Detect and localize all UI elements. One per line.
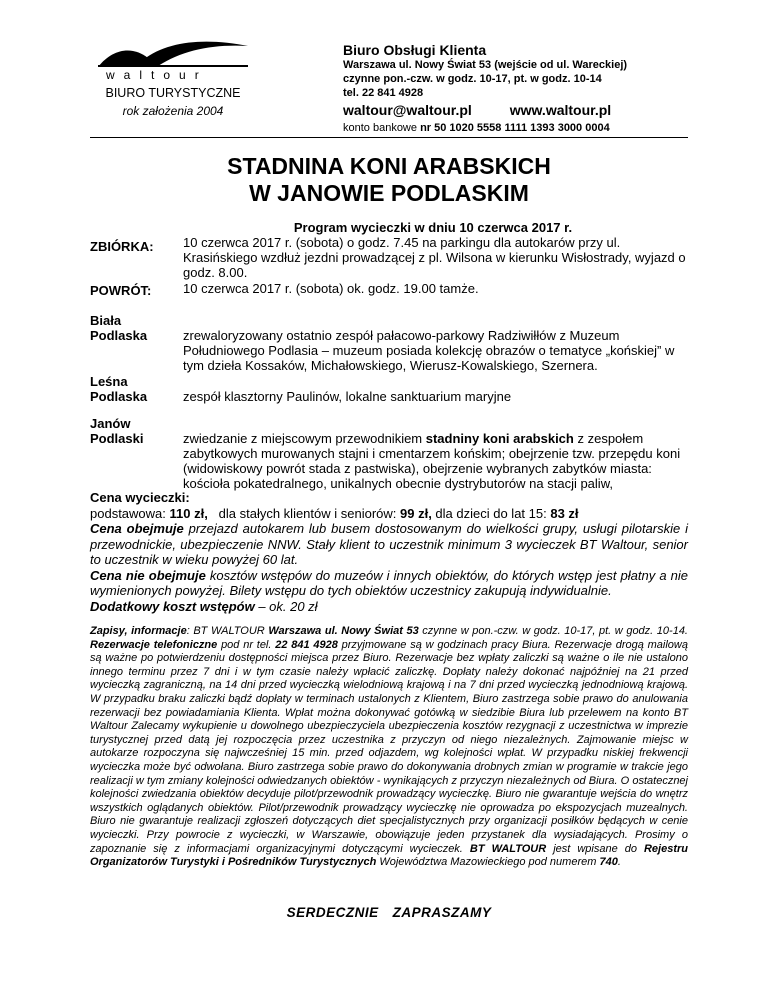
price-regular-value: 99 zł, (400, 505, 432, 521)
booking-part: Warszawa ul. Nowy Świat 53 (268, 625, 419, 637)
excludes-text: kosztów wstępów do muzeów i innych obiektów, do których wstęp jest płatny a nie wymienionych powyżej. Bilety wstępu do tych obiektów uczestnicy zakupują indywidualnie. (90, 567, 688, 598)
price-line (90, 506, 688, 522)
powrot-text: 10 czerwca 2017 r. (sobota) ok. godz. 19.00 tamże. (183, 281, 479, 296)
place-label-line: Podlaska (90, 389, 148, 404)
janow-text-c: z zespołem zabytkowych murowanych stajni i cmentarzem końskim; obejrzenie tzw. przepędu koni (widowiskowy powrót stada z pastwiska), obejrzenie wybranych zabytków miasta: kościoła pokatedralnego, unikalnych obecnie dystrybutorów na stacji paliw, (183, 431, 681, 491)
booking-part: BT WALTOUR (469, 842, 547, 855)
logo-brand-text: waltour (106, 68, 208, 82)
office-address: Warszawa ul. Nowy Świat 53 (wejście od ul. Wareckiej) (343, 59, 628, 71)
booking-part: : BT WALTOUR (186, 625, 269, 637)
price-heading: Cena wycieczki: (90, 490, 190, 505)
booking-part: Rejestru Organizatorów Turystyki i Pośredników Turystycznych (90, 842, 688, 869)
bank-number: nr 50 1020 5558 1111 1393 3000 0004 (420, 122, 610, 134)
price-extra (90, 599, 688, 615)
email-link[interactable]: waltour@waltour.pl (343, 102, 472, 118)
place-label-line: Leśna (90, 374, 128, 389)
page-title (90, 153, 688, 207)
title-line-1: STADNINA KONI ARABSKICH (227, 153, 551, 179)
place-label-lesna (90, 374, 147, 404)
closing-word-2: ZAPRASZAMY (392, 905, 492, 920)
zbiorka-text: 10 czerwca 2017 r. (sobota) o godz. 7.45 na parkingu dla autokarów przy ul. Krasińskiego wzdłuż jezdni prowadzącej z pl. Wilsona w kierunku Wisłostrady, wyjazd o godz. 8.00. (183, 235, 686, 280)
price-basic-label: podstawowa: (90, 505, 170, 521)
header-divider (90, 137, 688, 138)
place-label-biala (90, 313, 147, 343)
booking-part: jest wpisane do (546, 842, 644, 855)
extra-text: – ok. 20 zł (254, 598, 318, 614)
office-phone: tel. 22 841 4928 (343, 87, 424, 99)
price-excludes (90, 568, 688, 599)
includes-label: Cena obejmuje (90, 521, 184, 536)
place-text-lesna: zespół klasztorny Paulinów, lokalne sanktuarium maryjne (183, 389, 512, 404)
place-label-janow (90, 416, 143, 446)
extra-label: Dodatkowy koszt wstępów (90, 598, 255, 614)
place-label-line: Podlaska (90, 328, 148, 343)
place-label-line: Biała (90, 313, 122, 328)
excludes-label: Cena nie obejmuje (90, 567, 206, 583)
office-hours: czynne pon.-czw. w godz. 10-17, pt. w godz. 10-14 (343, 73, 602, 85)
booking-part: czynne w pon.-czw. w godz. 10-17, pt. w godz. 10-14. (418, 625, 688, 637)
bank-account (343, 122, 743, 134)
website-link[interactable]: www.waltour.pl (509, 102, 612, 118)
zbiorka-label: ZBIÓRKA: (90, 239, 154, 254)
office-info (343, 42, 743, 134)
logo-title: BIURO TURYSTYCZNE (105, 86, 241, 100)
place-label-line: Podlaski (90, 431, 144, 446)
program-title: Program wycieczki w dniu 10 czerwca 2017 r. (293, 220, 573, 235)
closing-word-1: SERDECZNIE (286, 905, 379, 920)
office-title: Biuro Obsługi Klienta (343, 42, 487, 58)
booking-part: przyjmowane są w godzinach pracy Biura. Rezerwacje drogą mailową są ważne po potwierdzeniu dostępności miejsca przez Biuro. Rezerwacje bez wpłaty zaliczki są ważne o ile nie ustalono innego terminu przez 7 dni i w tym czasie należy wpłacić zaliczkę. Dopłaty należy dokonać najpóźniej na 21 przed wycieczką zagraniczną, na 14 dni przed wycieczką wielodniową krajową i na 7 dni przed wycieczką jednodniową krajową. W przypadku braku zaliczki bądź dopłaty w terminach ustalonych z Klientem, Biuro zastrzega sobie prawo do anulowania rezerwacji bez powiadamiania Klienta. Wpłat można dokonywać gotówką w siedzibie Biura lub przelewem na konto BT Waltour Zalecamy wykupienie u dowolnego ubezpieczyciela ubezpieczenia kosztów rezygnacji z uczestnictwa w imprezie turystycznej przed datą jej rozpoczęcia przez uczestnika z przyczyn od niego niezależnych. Zajmowanie miejsc w autokarze rozpoczyna się najwcześniej 15 min. przed odjazdem, wg kolejności wpłat. W przypadku niskiej frekwencji wycieczka może być odwołana. Biuro zastrzega sobie prawo do dokonywania drobnych zmian w programie w trakcie jego realizacji w tym zmiany kolejności odwiedzanych obiektów - wynikających z przyczyn niezależnych od Biura. O ostatecznej kolejności zwiedzania obiektów decyduje pilot/przewodnik prowadzący wycieczkę. Biuro nie gwarantuje wejścia do wnętrz wszystkich oglądanych obiektów. Pilot/przewodnik prowadzący wycieczkę nie oprowadza po ekspozycjach muzealnych. Biuro nie gwarantuje realizacji zgłoszeń dotyczących diet specjalistycznych przy organizacji posiłków będących w cenie wycieczki. Przy powrocie z wycieczki, w Warszawie, obowiązuje jeden przystanek dla wysiadających. Prosimy o zapoznanie się z informacjami organizacyjnymi dotyczącymi wycieczek. (90, 638, 688, 855)
bank-prefix: konto bankowe (343, 122, 421, 134)
logo-since: rok założenia 2004 (122, 104, 224, 118)
price-kids-label: dla dzieci do lat 15: (431, 505, 551, 521)
price-regular-label: dla stałych klientów i seniorów: (207, 505, 401, 521)
powrot-label: POWRÓT: (90, 283, 152, 298)
booking-info (90, 625, 688, 870)
booking-part: 740 (599, 856, 618, 869)
price-basic-value: 110 zł, (169, 505, 208, 521)
booking-part: 22 841 4928 (275, 638, 338, 651)
janow-text-bold: stadniny koni arabskich (425, 431, 574, 446)
place-text-biala: zrewaloryzowany ostatnio zespół pałacowo-parkowy Radziwiłłów z Muzeum Południowego Podlasia – muzeum posiada kolekcję obrazów o tematyce „końskiej” w tym dzieła Kossaków, Michałowskiego, Wierusz-Kowalskiego, Szernera. (183, 328, 675, 373)
contact-line (343, 102, 743, 118)
booking-part: pod nr tel. (217, 638, 276, 651)
price-kids-value: 83 zł (550, 505, 579, 521)
booking-part: . (617, 856, 621, 869)
place-text-janow (183, 431, 693, 491)
price-includes (90, 521, 688, 568)
title-line-2: W JANOWIE PODLASKIM (249, 180, 529, 206)
janow-text-a: zwiedzanie z miejscowym przewodnikiem (183, 431, 426, 446)
includes-text: przejazd autokarem lub busem dostosowanym do wielkości grupy, usługi pilotarskie i przewodnickie, ubezpieczenie NNW. Stały klient to uczestnik minimum 3 wycieczek BT Waltour, senior to uczestnik w wieku powyżej 60 lat. (90, 521, 688, 567)
place-label-line: Janów (90, 416, 131, 431)
booking-part: Zapisy, informacje (90, 625, 187, 637)
waltour-logo (88, 40, 258, 136)
booking-part: Rezerwacje telefoniczne (90, 638, 218, 651)
booking-part: Województwa Mazowieckiego pod numerem (376, 856, 600, 869)
logo-wave-graphic (88, 40, 258, 70)
price-section (90, 490, 688, 614)
closing-text (90, 905, 688, 920)
